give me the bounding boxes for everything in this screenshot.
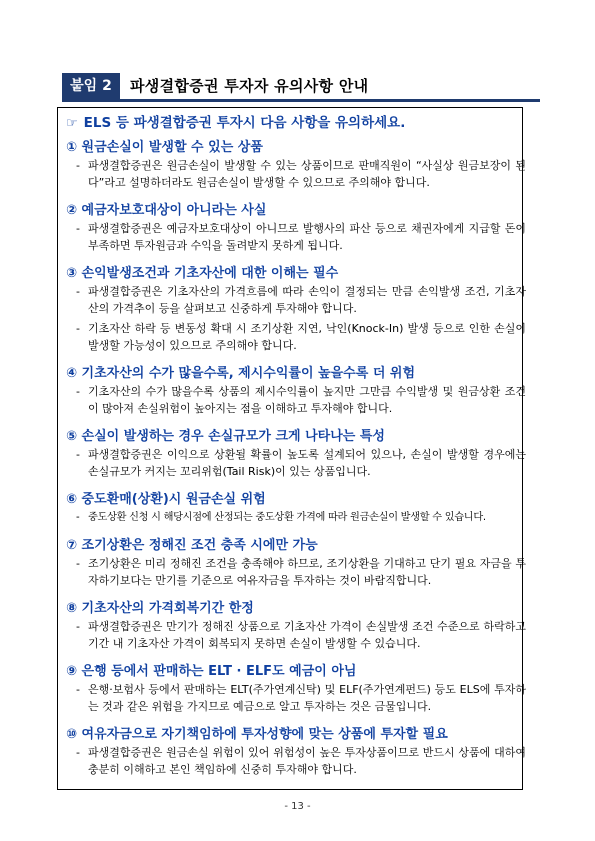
header-underline [62, 99, 540, 102]
section-1-para-1: - 파생결합증권은 원금손실이 발생할 수 있는 상품이므로 판매직원이 “사실상 원금보장이 된다”라고 설명하더라도 원금손실이 발생할 수 있으므로 주의해야 합니다. [76, 159, 526, 189]
bullet-dash: - [76, 159, 80, 172]
annex-header [62, 73, 540, 99]
bullet-dash: - [76, 557, 80, 570]
annex-badge: 붙임 2 [62, 73, 120, 99]
notice-box [57, 107, 526, 790]
section-title-5: ⑤ 손실이 발생하는 경우 손실규모가 크게 나타나는 특성 [66, 429, 385, 444]
section-title-7: ⑦ 조기상환은 정해진 조건 충족 시에만 가능 [66, 538, 318, 553]
intro-text: ELS 등 파생결합증권 투자시 다음 사항을 유의하세요. [83, 115, 406, 131]
section-title-10: ⑩ 여유자금으로 자기책임하에 투자성향에 맞는 상품에 투자할 필요 [66, 727, 448, 742]
section-5-para-1: - 파생결합증권은 이익으로 상환될 확률이 높도록 설계되어 있으나, 손실이 발생할 경우에는 손실규모가 커지는 꼬리위험(Tail Risk)이 있는 상품입니다. [76, 448, 526, 478]
section-title-2: ② 예금자보호대상이 아니라는 사실 [66, 203, 267, 218]
page-number: - 13 - [284, 801, 311, 812]
section-8-para-1: - 파생결합증권은 만기가 정해진 상품으로 기초자산 가격이 손실발생 조건 수준으로 하락하고 기간 내 기초자산 가격이 회복되지 못하면 손실이 발생할 수 있습니다. [76, 620, 526, 650]
bullet-dash: - [76, 620, 80, 633]
intro-line [66, 111, 405, 131]
bullet-dash: - [76, 385, 80, 398]
section-title-1: ① 원금손실이 발생할 수 있는 상품 [66, 140, 263, 155]
section-3-para-1: - 파생결합증권은 기초자산의 가격흐름에 따라 손익이 결정되는 만큼 손익발생 조건, 기초자산의 가격추이 등을 살펴보고 신중하게 투자해야 합니다. [76, 285, 526, 315]
section-title-8: ⑧ 기초자산의 가격회복기간 한정 [66, 601, 254, 616]
section-title-9: ⑨ 은행 등에서 판매하는 ELT · ELF도 예금이 아님 [66, 664, 357, 679]
bullet-dash: - [76, 222, 80, 235]
bullet-dash: - [76, 448, 80, 461]
section-3-para-2: - 기초자산 하락 등 변동성 확대 시 조기상환 지연, 낙인(Knock-In) 발생 등으로 인한 손실이 발생할 가능성이 있으므로 주의해야 합니다. [76, 322, 526, 352]
page-title: 파생결합증권 투자자 유의사항 안내 [130, 77, 369, 95]
bullet-dash: - [76, 746, 80, 759]
section-6-para-1: - 중도상환 신청 시 해당시점에 산정되는 중도상환 가격에 따라 원금손실이 발생할 수 있습니다. [76, 509, 526, 526]
section-7-para-1: - 조기상환은 미리 정해진 조건을 충족해야 하므로, 조기상환을 기대하고 단기 필요 자금을 투자하기보다는 만기를 기준으로 여유자금을 투자하는 것이 바람직합니다. [76, 557, 526, 587]
bullet-dash: - [76, 683, 80, 696]
bullet-dash: - [76, 285, 80, 298]
bullet-dash: - [76, 512, 80, 523]
section-2-para-1: - 파생결합증권은 예금자보호대상이 아니므로 발행사의 파산 등으로 채권자에게 지급할 돈이 부족하면 투자원금과 수익을 돌려받지 못하게 됩니다. [76, 222, 526, 252]
section-10-para-1: - 파생결합증권은 원금손실 위험이 있어 위험성이 높은 투자상품이므로 반드시 상품에 대하여 충분히 이해하고 본인 책임하에 신중히 투자해야 합니다. [76, 746, 526, 776]
section-title-3: ③ 손익발생조건과 기초자산에 대한 이해는 필수 [66, 266, 339, 281]
section-4-para-1: - 기초자산의 수가 많을수록 상품의 제시수익률이 높지만 그만큼 수익발생 및 원금상환 조건이 많아져 손실위험이 높아지는 점을 이해하고 투자해야 합니다. [76, 385, 526, 415]
section-9-para-1: - 은행·보험사 등에서 판매하는 ELT(주가연계신탁) 및 ELF(주가연계펀드) 등도 ELS에 투자하는 것과 같은 위험을 가지므로 예금으로 알고 투자하는 것은 금물입니다. [76, 683, 526, 713]
section-title-4: ④ 기초자산의 수가 많을수록, 제시수익률이 높을수록 더 위험 [66, 366, 416, 381]
pointing-hand-icon: ☞ [66, 116, 78, 131]
bullet-dash: - [76, 322, 80, 335]
section-title-6: ⑥ 중도환매(상환)시 원금손실 위험 [66, 492, 266, 507]
